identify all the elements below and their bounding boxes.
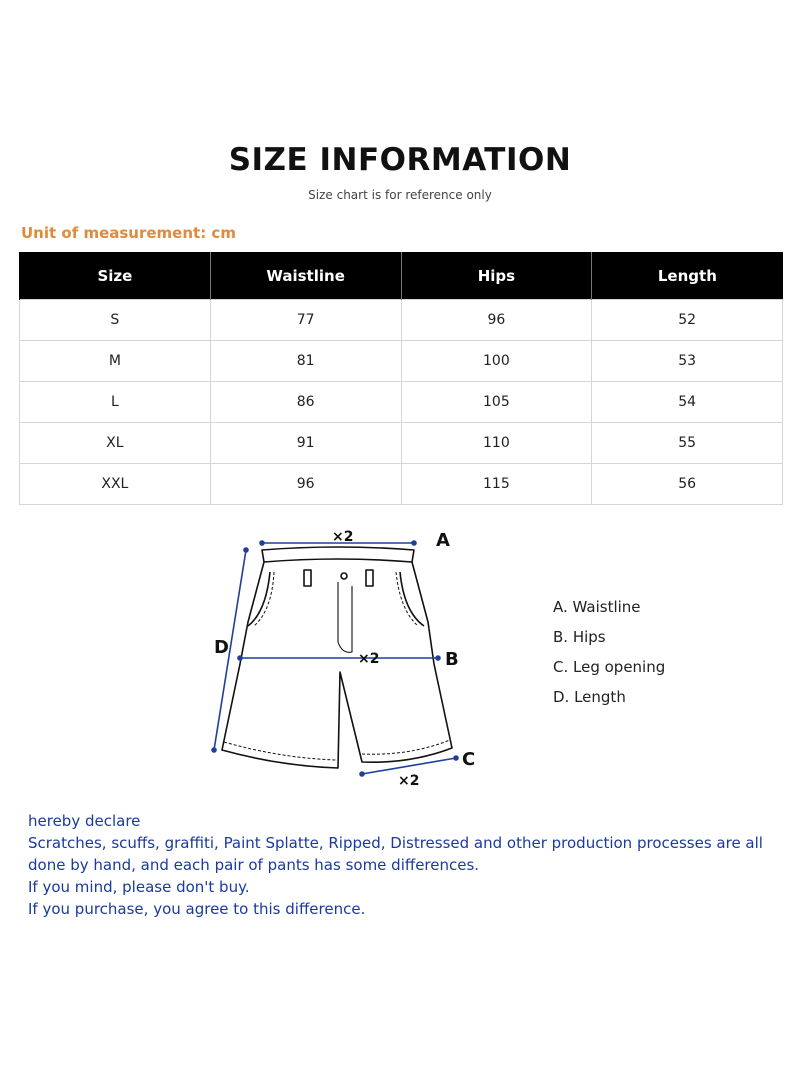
waistband [262,547,414,562]
hips-multiplier-label: ×2 [358,651,380,667]
declaration-line: If you purchase, you agree to this difference. [28,900,366,918]
table-cell: 56 [592,464,783,505]
legend-item-leg-opening: C. Leg opening [553,658,666,676]
table-row [20,300,783,341]
table-cell: 96 [401,300,592,341]
table-cell: 96 [210,464,401,505]
table-cell: 100 [401,341,592,382]
table-cell: 54 [592,382,783,423]
table-cell: 110 [401,423,592,464]
table-cell: 52 [592,300,783,341]
shorts-measurement-diagram [200,522,490,797]
leg-opening-end-right [454,756,458,760]
table-cell: S [20,300,211,341]
measurement-legend [553,596,665,716]
table-cell: 53 [592,341,783,382]
column-header-hips: Hips [401,252,592,300]
leg-opening-multiplier-label: ×2 [398,773,420,789]
column-header-size: Size [20,252,211,300]
table-cell: 81 [210,341,401,382]
declaration-notice [28,810,768,920]
table-cell: 91 [210,423,401,464]
table-cell: 55 [592,423,783,464]
table-cell: 115 [401,464,592,505]
marker-c: C [462,749,476,770]
declaration-line: hereby declare [28,812,141,830]
legend-item-waistline: A. Waistline [553,598,641,616]
legend-item-length: D. Length [553,688,626,706]
table-cell: 105 [401,382,592,423]
pocket-right [400,572,424,626]
hem-right-stitch [362,740,450,754]
belt-loop-left [304,570,311,586]
length-end-top [244,548,248,552]
table-cell: M [20,341,211,382]
measurement-lines [212,541,458,776]
waistline-end-left [260,541,264,545]
table-row [20,382,783,423]
shorts-body [222,562,452,768]
legend-item-hips: B. Hips [553,628,606,646]
column-header-length: Length [592,252,783,300]
table-cell: XXL [20,464,211,505]
column-header-waistline: Waistline [210,252,401,300]
table-cell: 77 [210,300,401,341]
marker-d: D [214,637,229,658]
declaration-line: Scratches, scuffs, graffiti, Paint Splatte, Ripped, Distressed and other production processes are all done by hand, and each pair of pants has some differences. [28,834,763,874]
size-table [19,252,783,505]
table-cell: XL [20,423,211,464]
table-row [20,464,783,505]
button-icon [341,573,347,579]
waistline-multiplier-label: ×2 [332,529,354,545]
page-subtitle: Size chart is for reference only [308,188,492,202]
table-row [20,423,783,464]
unit-label: Unit of measurement: cm [21,224,236,242]
hips-end-right [436,656,440,660]
leg-opening-end-left [360,772,364,776]
belt-loop-right [366,570,373,586]
table-cell: L [20,382,211,423]
table-row [20,341,783,382]
leg-opening-line [362,758,456,774]
declaration-line: If you mind, please don't buy. [28,878,250,896]
waistline-end-right [412,541,416,545]
fly [338,582,352,652]
table-header-row [20,252,783,300]
table-cell: 86 [210,382,401,423]
marker-a: A [436,530,450,551]
page-title: SIZE INFORMATION [228,142,572,178]
length-end-bottom [212,748,216,752]
marker-b: B [445,649,459,670]
hem-left-stitch [224,742,336,760]
hips-end-left [238,656,242,660]
